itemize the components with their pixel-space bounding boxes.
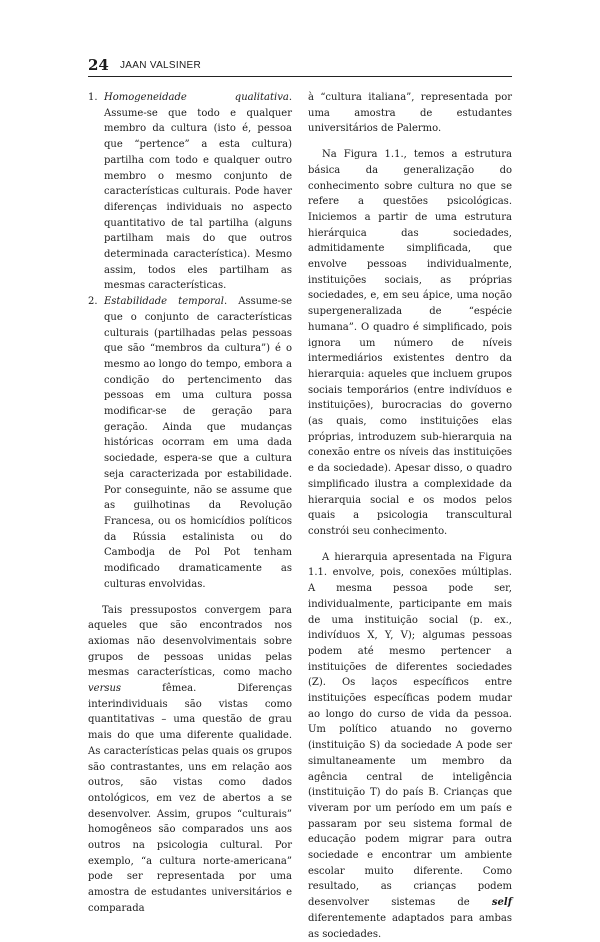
paragraph-continuation: à “cultura italiana”, representada por uma amostra de estudantes universitários de Palermo. xyxy=(308,92,512,135)
list-number: 1. xyxy=(88,92,98,103)
left-column xyxy=(88,90,292,917)
list-item-2 xyxy=(88,294,292,592)
list-item-title: Homogeneidade qualitativa xyxy=(104,92,289,103)
running-header xyxy=(88,56,508,76)
list-item-title: Estabilidade temporal xyxy=(104,296,224,308)
list-number: 2. xyxy=(88,296,98,308)
header-rule xyxy=(88,76,512,77)
list-item-1 xyxy=(88,90,292,294)
right-column xyxy=(308,90,512,942)
running-head-author: JAAN VALSINER xyxy=(120,60,201,71)
list-item-text: . Assume-se que todo e qualquer membro da cultura (isto é, pessoa que “pertence” a esta cultura) partilha com todo e qualquer outro membro o mesmo conjunto de características culturais. Pode haver diferenças individuais no aspecto quantitativo de tal partilha (alguns partilham mais do que outros determinada característica). Mesmo assim, todos eles partilham as mesmas características. xyxy=(104,92,292,292)
list-item-text: . Assume-se que o conjunto de características culturais (partilhadas pelas pessoas que são “membros da cultura”) é o mesmo ao longo do tempo, embora a condição do pertencimento das pessoas em uma cultura possa modificar-se de geração para geração. Ainda que mudanças históricas ocorram em uma dada sociedade, espera-se que a cultura seja caracterizada por estabilidade. Por conseguinte, não se assume que as guilhotinas da Revolução Francesa, ou os homicídios políticos da Rússia estalinista ou do Cambodja de Pol Pot tenham modificado dramaticamente as culturas envolvidas. xyxy=(104,296,292,590)
paragraph: Tais pressupostos convergem para aqueles que são encontrados nos axiomas não desenvolvimentais sobre grupos de pessoas unidas pelas mesmas características, como macho versus fêmea. Diferenças interindividuais são vistas como quantitativas – uma questão de grau mais do que uma diferente qualidade. As características pelas quais os grupos são contrastantes, uns em relação aos outros, são vistas como dados ontológicos, em vez de abertos a se desenvolver. Assim, grupos “culturais” homogêneos são comparados uns aos outros na psicologia cultural. Por exemplo, “a cultura norte-americana” pode ser representada por uma amostra de estudantes universitários e comparada xyxy=(88,604,292,914)
paragraph: Na Figura 1.1., temos a estrutura básica da generalização do conhecimento sobre cultura no que se refere a questões psicológicas. Iniciemos a partir de uma estrutura hierárquica das sociedades, admitidamente simplificada, que envolve pessoas individualmente, instituições sociais, as próprias sociedades, e, em seu ápice, uma noção supergeneralizada de “espécie humana”. O quadro é simplificado, pois ignora um número de níveis intermediários existentes dentro da hierarquia: aqueles que incluem grupos sociais temporários (entre indivíduos e instituições), burocracias do governo (as quais, como instituições elas próprias, introduzem sub-hierarquia na conexão entre os níveis das instituições e da sociedade). Apesar disso, o quadro simplificado ilustra a complexidade da hierarquia social e os modos pelos quais a psicologia transcultural constrói seu conhecimento. xyxy=(308,149,512,537)
page-number: 24 xyxy=(88,56,109,74)
paragraph: A hierarquia apresentada na Figura 1.1. envolve, pois, conexões múltiplas. A mesma pessoa pode ser, individualmente, participante em mais de uma instituição social (p. ex., indivíduos X, Y, V); algumas pessoas podem até mesmo pertencer a instituições de diferentes sociedades (Z). Os laços específicos entre instituições específicas podem mudar ao longo do curso de vida da pessoa. Um político atuando no governo (instituição S) da sociedade A pode ser simultaneamente um membro da agência central de inteligência (instituição T) do país B. Crianças que viveram por um período em um país e passaram por seu sistema formal de educação podem migrar para outra sociedade e encontrar um ambiente escolar muito diferente. Como resultado, as crianças podem desenvolver sistemas de self diferentemente adaptados para ambas as sociedades. xyxy=(308,551,512,940)
